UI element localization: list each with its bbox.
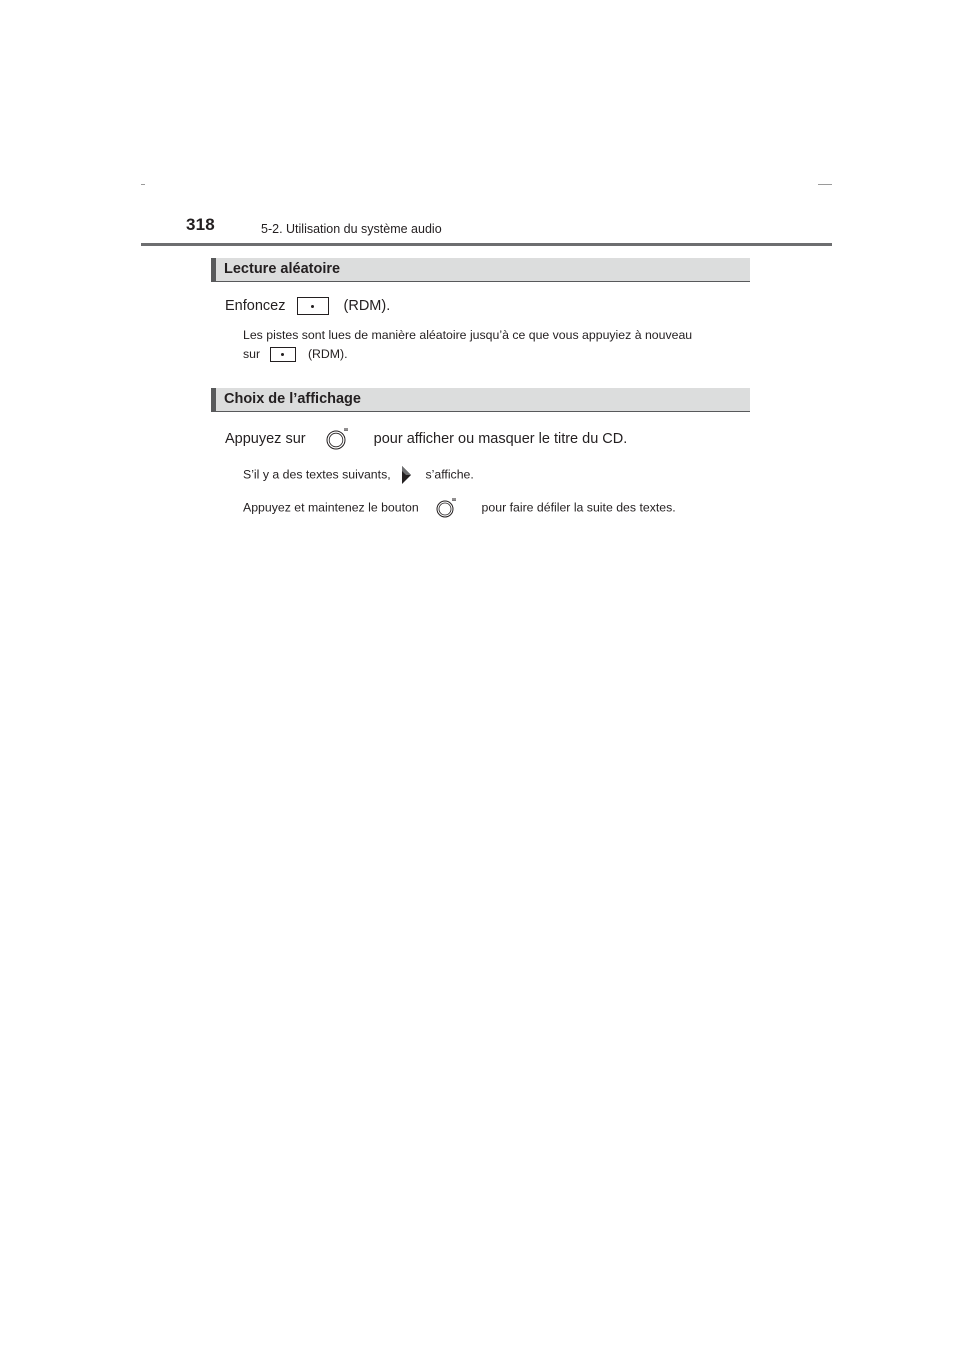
page-number: 318 [186, 215, 215, 234]
display-instruction [225, 427, 627, 451]
instruction-text: (RDM). [343, 297, 391, 314]
note-text: s’affiche. [425, 467, 474, 482]
note-text: sur [243, 347, 261, 361]
right-arrow-icon [400, 463, 414, 487]
crop-mark-right [818, 184, 832, 185]
instruction-text: Appuyez sur [225, 430, 306, 447]
instruction-text: pour afficher ou masquer le titre du CD. [373, 430, 628, 447]
note-text: Appuyez et maintenez le bouton [243, 500, 419, 515]
rectangle-button-icon [297, 297, 329, 315]
random-note-line1: Les pistes sont lues de manière aléatoire jusqu’à ce que vous appuyiez à nouveau [243, 328, 693, 342]
section-heading-label: Choix de l’affichage [224, 391, 361, 407]
rectangle-button-icon [270, 347, 296, 362]
note-text: pour faire défiler la suite des textes. [481, 500, 676, 515]
note-text: S’il y a des textes suivants, [243, 467, 391, 482]
instruction-text: Enfoncez [225, 297, 286, 314]
section-heading-display [211, 388, 750, 412]
rotary-knob-icon [324, 427, 354, 451]
header-rule [141, 243, 832, 246]
display-note1 [243, 463, 474, 487]
section-heading-label: Lecture aléatoire [224, 261, 341, 277]
display-note2 [243, 497, 676, 519]
rotary-knob-icon [434, 497, 462, 519]
section-heading-random [211, 258, 750, 282]
chapter-title: 5-2. Utilisation du système audio [261, 222, 442, 236]
random-instruction [225, 297, 390, 315]
crop-mark-left [141, 184, 145, 185]
random-note-line2 [243, 347, 348, 362]
note-text: (RDM). [307, 347, 348, 361]
